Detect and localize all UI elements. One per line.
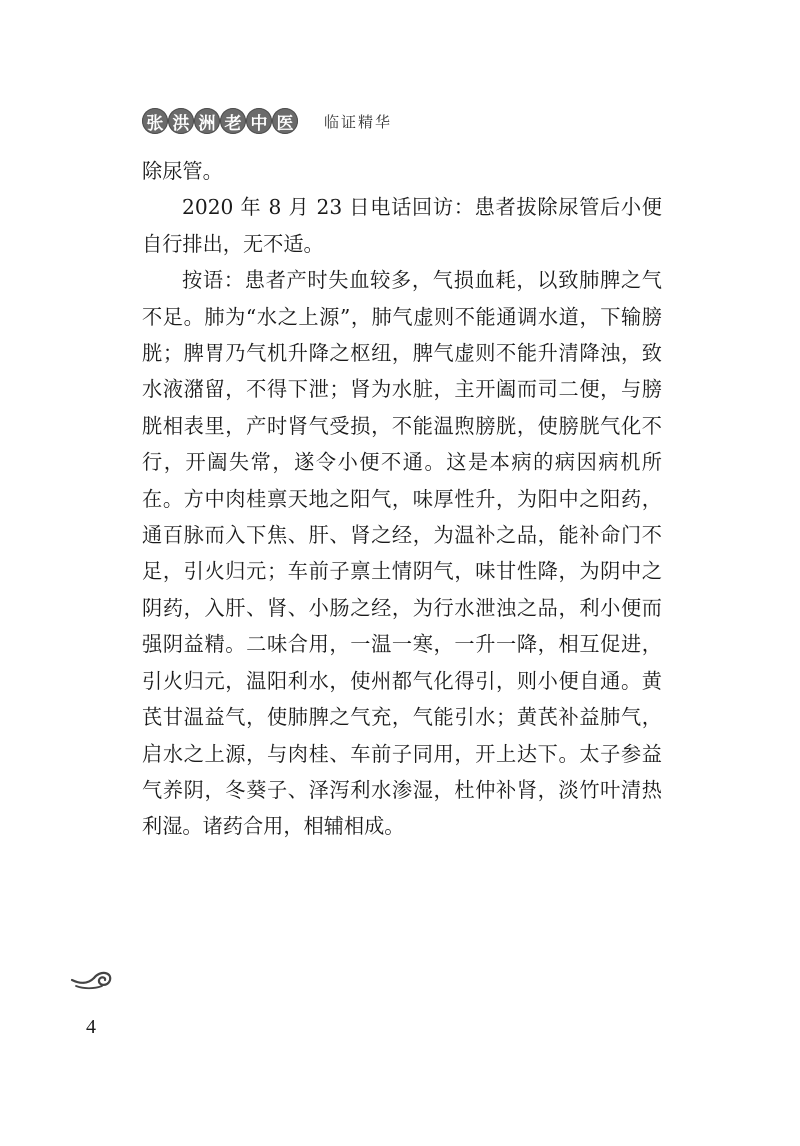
series-title-char: 医	[272, 108, 298, 134]
series-title-char: 张	[142, 108, 168, 134]
paragraph: 2020 年 8 月 23 日电话回访：患者拔除尿管后小便自行排出，无不适。	[142, 195, 662, 256]
paragraph: 除尿管。	[142, 159, 223, 183]
series-title-char: 洪	[168, 108, 194, 134]
paragraph: 按语：患者产时失血较多，气损血耗，以致肺脾之气不足。肺为“水之上源”，肺气虚则不能通调水道，下输膀胱；脾胃乃气机升降之枢纽，脾气虚则不能升清降浊，致水液潴留，不得下泄；肾为水脏，主开阖而司二便，与膀胱相表里，产时肾气受损，不能温煦膀胱，使膀胱气化不行，开阖失常，遂令小便不通。这是本病的病因病机所在。方中肉桂禀天地之阳气，味厚性升，为阳中之阳药，通百脉而入下焦、肝、肾之经，为温补之品，能补命门不足，引火归元；车前子禀土情阴气，味甘性降，为阴中之阴药，入肝、肾、小肠之经，为行水泄浊之品，利小便而强阴益精。二味合用，一温一寒，一升一降，相互促进，引火归元，温阳利水，使州都气化得引，则小便自通。黄芪甘温益气，使肺脾之气充，气能引水；黄芪补益肺气，启水之上源，与肉桂、车前子同用，开上达下。太子参益气养阴，冬葵子、泽泻利水渗湿，杜仲补肾，淡竹叶清热利湿。诸药合用，相辅相成。	[142, 268, 662, 839]
page-number: 4	[86, 1016, 96, 1038]
header-subtitle: 临证精华	[324, 112, 393, 131]
series-title-char: 洲	[194, 108, 220, 134]
body-text	[142, 153, 662, 845]
series-title-logo	[142, 108, 298, 134]
cloud-swirl-icon	[70, 962, 114, 992]
running-header	[142, 108, 392, 134]
series-title-char: 老	[220, 108, 246, 134]
series-title-char: 中	[246, 108, 272, 134]
